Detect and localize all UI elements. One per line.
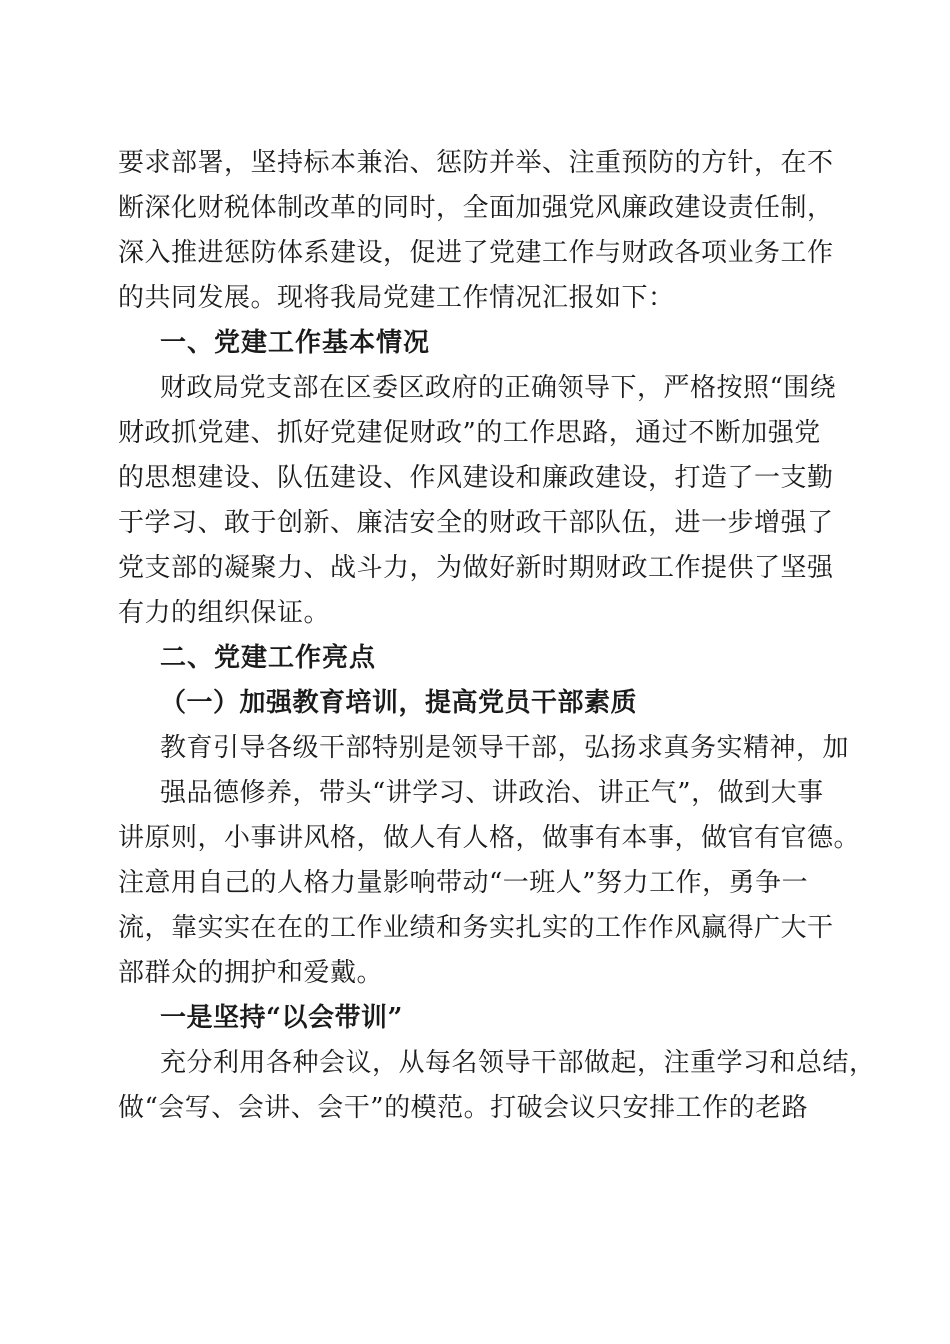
paragraph-line: 财政局党支部在区委区政府的正确领导下，严格按照“围绕 <box>160 373 837 403</box>
section-heading-1: 一、党建工作基本情况 <box>160 328 431 358</box>
point-heading: 一是坚持“以会带训” <box>160 1003 403 1033</box>
subsection-heading: （一）加强教育培训，提高党员干部素质 <box>160 688 638 718</box>
section-heading-2: 二、党建工作亮点 <box>160 643 377 673</box>
paragraph-line: 充分利用各种会议，从每名领导干部做起，注重学习和总结， <box>160 1048 876 1078</box>
paragraph-line: 断深化财税体制改革的同时，全面加强党风廉政建设责任制， <box>118 193 834 223</box>
paragraph-line: 的共同发展。现将我局党建工作情况汇报如下： <box>118 283 675 313</box>
paragraph-line: 要求部署，坚持标本兼治、惩防并举、注重预防的方针，在不 <box>118 148 834 178</box>
paragraph-line: 流，靠实实在在的工作业绩和务实扎实的工作作风赢得广大干 <box>118 913 834 943</box>
paragraph-line: 强品德修养，带头“讲学习、讲政治、讲正气”，做到大事 <box>160 778 824 808</box>
paragraph-line: 深入推进惩防体系建设，促进了党建工作与财政各项业务工作 <box>118 238 834 268</box>
paragraph-line: 教育引导各级干部特别是领导干部，弘扬求真务实精神，加 <box>160 733 850 763</box>
paragraph-line: 财政抓党建、抓好党建促财政”的工作思路，通过不断加强党 <box>118 418 821 448</box>
paragraph-line: 注意用自己的人格力量影响带动“一班人”努力工作，勇争一 <box>118 868 809 898</box>
paragraph-line: 的思想建设、队伍建设、作风建设和廉政建设，打造了一支勤 <box>118 463 834 493</box>
paragraph-line: 党支部的凝聚力、战斗力，为做好新时期财政工作提供了坚强 <box>118 553 834 583</box>
paragraph-line: 做“会写、会讲、会干”的模范。打破会议只安排工作的老路 <box>118 1093 809 1123</box>
paragraph-line: 部群众的拥护和爱戴。 <box>118 958 384 988</box>
paragraph-line: 讲原则，小事讲风格，做人有人格，做事有本事，做官有官德。 <box>118 823 861 853</box>
paragraph-line: 于学习、敢于创新、廉洁安全的财政干部队伍，进一步增强了 <box>118 508 834 538</box>
paragraph-line: 有力的组织保证。 <box>118 598 331 628</box>
